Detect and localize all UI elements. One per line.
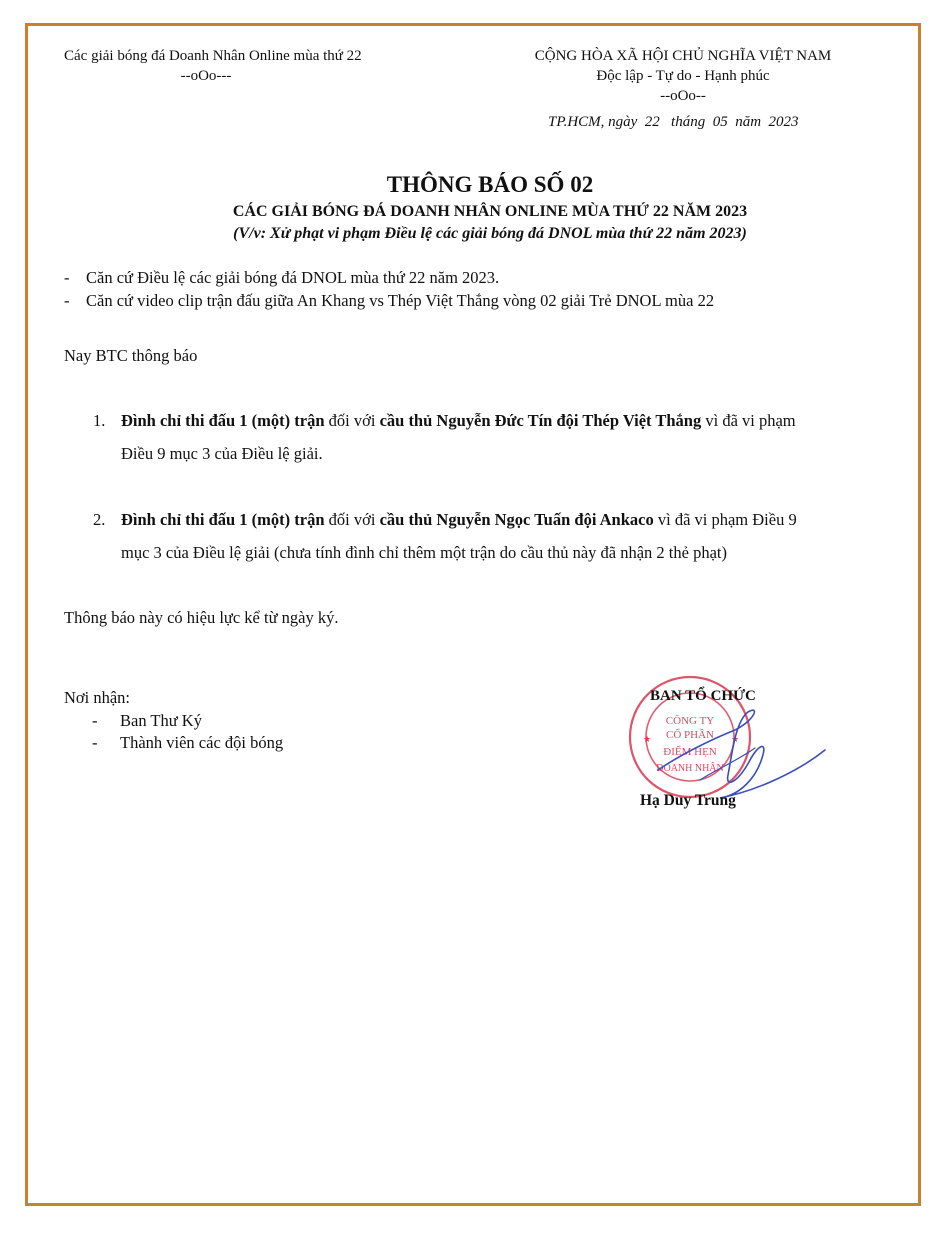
svg-text:★: ★ xyxy=(643,734,652,744)
svg-text:ĐIỂM HẸN: ĐIỂM HẸN xyxy=(663,746,717,758)
item-line: mục 3 của Điều lệ giải (chưa tính đình chỉ thêm một trận do cầu thủ này đã nhận 2 thẻ phạt) xyxy=(121,543,727,562)
svg-text:★: ★ xyxy=(731,734,740,744)
dash-marker: - xyxy=(64,291,70,310)
document-date: TP.HCM, ngày 22 tháng 05 năm 2023 xyxy=(548,114,799,130)
item-line: Điều 9 mục 3 của Điều lệ giải. xyxy=(121,444,323,463)
org-separator: --oOo--- xyxy=(180,68,232,84)
item-line: Đình chỉ thi đấu 1 (một) trận đối với cầu thủ Nguyễn Đức Tín đội Thép Việt Thắng vì đã vi phạm xyxy=(121,411,796,430)
recipient-item: - Ban Thư Ký xyxy=(92,711,202,730)
recipients-label: Nơi nhận: xyxy=(64,688,131,707)
item-number: 1. xyxy=(93,411,106,430)
svg-text:CỔ PHẦN: CỔ PHẦN xyxy=(666,729,714,741)
dash-marker: - xyxy=(92,733,98,752)
svg-text:DOANH NHÂN: DOANH NHÂN xyxy=(656,763,724,774)
signature-org: BAN TỔ CHỨC xyxy=(650,688,756,704)
recipient-item: - Thành viên các đội bóng xyxy=(92,733,284,752)
document-title: THÔNG BÁO SỐ 02 xyxy=(386,172,594,197)
country-name: CỘNG HÒA XÃ HỘI CHỦ NGHĨA VIỆT NAM xyxy=(534,48,832,64)
effect-statement: Thông báo này có hiệu lực kể từ ngày ký. xyxy=(64,608,339,627)
dash-marker: - xyxy=(64,268,70,287)
motto: Độc lập - Tự do - Hạnh phúc xyxy=(596,68,770,84)
svg-text:CÔNG TY: CÔNG TY xyxy=(665,715,715,727)
motto-separator: --oOo-- xyxy=(660,88,706,104)
item-line: Đình chỉ thi đấu 1 (một) trận đối với cầu thủ Nguyễn Ngọc Tuấn đội Ankaco vì đã vi phạm Điều 9 xyxy=(121,510,797,529)
signer-name: Hạ Duy Trung xyxy=(640,792,736,809)
basis-item: - Căn cứ Điều lệ các giải bóng đá DNOL mùa thứ 22 năm 2023. xyxy=(64,268,500,287)
document-subject: (V/v: Xử phạt vi phạm Điều lệ các giải bóng đá DNOL mùa thứ 22 năm 2023) xyxy=(233,225,747,242)
dash-marker: - xyxy=(92,711,98,730)
org-name: Các giải bóng đá Doanh Nhân Online mùa thứ 22 xyxy=(64,48,362,64)
basis-item: - Căn cứ video clip trận đấu giữa An Khang vs Thép Việt Thắng vòng 02 giải Trẻ DNOL mùa 22 xyxy=(64,291,715,310)
intro-text: Nay BTC thông báo xyxy=(64,346,198,365)
document-subtitle: CÁC GIẢI BÓNG ĐÁ DOANH NHÂN ONLINE MÙA THỨ 22 NĂM 2023 xyxy=(232,203,748,220)
item-number: 2. xyxy=(93,510,106,529)
